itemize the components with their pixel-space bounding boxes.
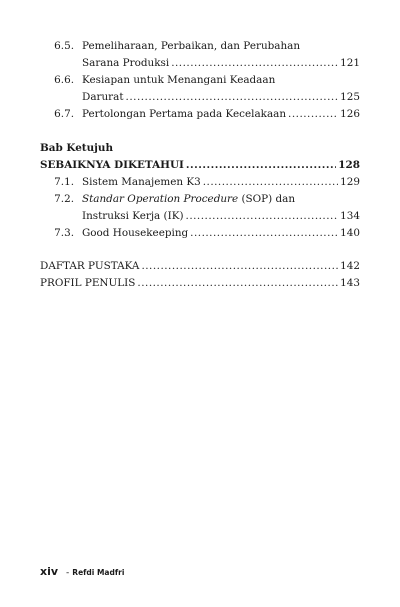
toc-entry-7-3 xyxy=(40,225,360,242)
section-title: PROFIL PENULIS xyxy=(40,277,136,289)
section-number: 6.6. xyxy=(54,74,74,86)
section-title: DAFTAR PUSTAKA xyxy=(40,260,140,272)
toc-entry-7-2-cont xyxy=(40,208,360,225)
section-number: 7.1. xyxy=(54,176,74,188)
chapter-label-text: Bab Ketujuh xyxy=(40,142,114,154)
section-title: Kesiapan untuk Menangani Keadaan xyxy=(82,74,276,86)
page-number: 125 xyxy=(340,91,360,103)
toc-entry-7-1 xyxy=(40,174,360,191)
section-title-cont: Darurat xyxy=(82,91,124,103)
footer-separator: - xyxy=(66,568,70,578)
page-number: 140 xyxy=(340,227,360,239)
section-title: Pertolongan Pertama pada Kecelakaan xyxy=(82,108,287,120)
leader-dots xyxy=(171,55,338,72)
table-of-contents xyxy=(40,38,360,292)
section-title-rest: (SOP) dan xyxy=(238,193,296,205)
leader-dots xyxy=(186,208,339,225)
toc-entry-6-5 xyxy=(40,38,360,55)
page-number: 134 xyxy=(340,210,360,222)
leader-dots xyxy=(190,225,338,242)
page-number: 142 xyxy=(340,260,360,272)
leader-dots xyxy=(126,89,339,106)
section-number: 7.2. xyxy=(54,193,74,205)
section-title: Good Housekeeping xyxy=(82,227,189,239)
toc-entry-chapter-7 xyxy=(40,157,360,174)
leader-dots xyxy=(141,258,338,275)
section-title-cont: Instruksi Kerja (IK) xyxy=(82,210,184,222)
toc-entry-author-profile xyxy=(40,275,360,292)
toc-entry-6-6-cont xyxy=(40,89,360,106)
folio: xiv xyxy=(40,565,59,578)
page-number: 126 xyxy=(340,108,360,120)
leader-dots xyxy=(186,157,336,174)
toc-entry-7-2 xyxy=(40,191,360,208)
page-number: 121 xyxy=(340,57,360,69)
page-number: 128 xyxy=(338,159,360,171)
footer-author: Refdi Madfri xyxy=(72,568,125,577)
section-title: Pemeliharaan, Perbaikan, dan Perubahan xyxy=(82,40,301,52)
section-title: Sistem Manajemen K3 xyxy=(82,176,201,188)
section-title-cont: Sarana Produksi xyxy=(82,57,170,69)
page-footer xyxy=(40,565,124,578)
section-number: 6.5. xyxy=(54,40,74,52)
leader-dots xyxy=(203,174,338,191)
section-title-italic: Standar Operation Procedure xyxy=(82,193,239,205)
chapter-title: SEBAIKNYA DIKETAHUI xyxy=(40,159,184,171)
leader-dots xyxy=(137,275,338,292)
section-number: 6.7. xyxy=(54,108,74,120)
toc-entry-6-7 xyxy=(40,106,360,123)
toc-entry-6-6 xyxy=(40,72,360,89)
section-title xyxy=(82,191,295,208)
page-number: 143 xyxy=(340,277,360,289)
toc-entry-bibliography xyxy=(40,258,360,275)
page-number: 129 xyxy=(340,176,360,188)
section-number: 7.3. xyxy=(54,227,74,239)
leader-dots xyxy=(288,106,338,123)
toc-entry-6-5-cont xyxy=(40,55,360,72)
chapter-label xyxy=(40,140,360,157)
